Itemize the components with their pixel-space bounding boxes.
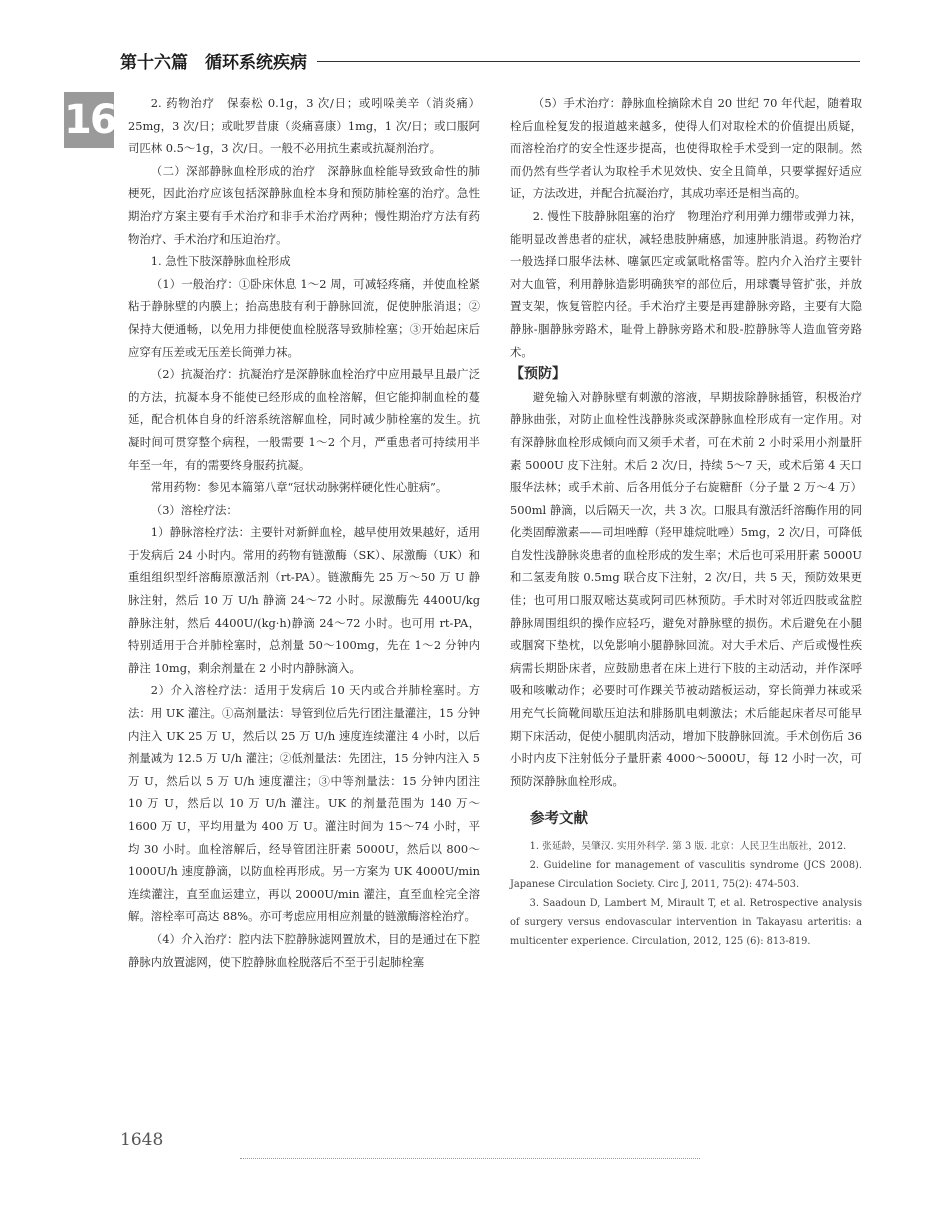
- paragraph: （二）深部静脉血栓形成的治疗 深静脉血栓能导致致命性的肺梗死，因此治疗应该包括深静脉血栓本身和预防肺栓塞的治疗。急性期治疗方案主要有手术治疗和非手术治疗两种；慢性期治疗方法有药物治疗、手术治疗和压迫治疗。: [128, 163, 480, 246]
- left-column: [128, 92, 480, 973]
- paragraph: 1）静脉溶栓疗法：主要针对新鲜血栓，越早使用效果越好，适用于发病后 24 小时内。常用的药物有链激酶（SK）、尿激酶（UK）和重组组织型纤溶酶原激活剂（rt-PA）。链激酶先 25 万～50 万 U 静脉注射，然后 10 万 U/h 静滴 24～72 小时。尿激酶先 4400U/kg 静脉注射，然后 4400U/(kg·h)静滴 24～72 小时。也可用 rt-PA，特别适用于合并肺栓塞时，总剂量 50～100mg，先在 1～2 分钟内静注 10mg，剩余剂量在 2 小时内静脉滴入。: [128, 525, 480, 675]
- paragraph: （4）介入治疗：腔内法下腔静脉滤网置放术，目的是通过在下腔静脉内放置滤网，使下腔静脉血栓脱落后不至于引起肺栓塞: [128, 931, 480, 969]
- right-column: [510, 92, 862, 951]
- paragraph: 2. 药物治疗 保泰松 0.1g，3 次/日；或吲哚美辛（消炎痛）25mg，3 次/日；或吡罗昔康（炎痛喜康）1mg，1 次/日；或口服阿司匹林 0.5～1g，3 次/日。一般不必用抗生素或抗凝剂治疗。: [128, 96, 480, 156]
- paragraph: （2）抗凝治疗：抗凝治疗是深静脉血栓治疗中应用最早且最广泛的方法，抗凝本身不能使已经形成的血栓溶解，但它能抑制血栓的蔓延，配合机体自身的纤溶系统溶解血栓，同时减少肺栓塞的发生。抗凝时间可贯穿整个病程，一般需要 1～2 个月，严重患者可持续用半年至一年，有的需要终身服药抗凝。: [128, 367, 480, 472]
- chapter-badge: 16: [64, 92, 114, 148]
- paragraph: （1）一般治疗：①卧床休息 1～2 周，可减轻疼痛，并使血栓紧粘于静脉壁的内膜上；抬高患肢有利于静脉回流，促使肿胀消退；②保持大便通畅，以免用力排便使血栓脱落导致肺栓塞；③开始起床后应穿有压差或无压差长筒弹力袜。: [128, 276, 480, 359]
- reference-item: 2. Guideline for management of vasculitis syndrome (JCS 2008). Japanese Circulation Society. Circ J, 2011, 75(2): 474-503.: [510, 860, 862, 890]
- running-header: [120, 48, 860, 73]
- section-title: 第十六篇 循环系统疾病: [120, 53, 307, 73]
- paragraph: 2）介入溶栓疗法：适用于发病后 10 天内或合并肺栓塞时。方法：用 UK 灌注。①高剂量法：导管到位后先行团注量灌注，15 分钟内注入 UK 25 万 U，然后以 25 万 U/h 速度连续灌注 4 小时，以后剂量减为 12.5 万 U/h 灌注；②低剂量法：先团注，15 分钟内注入 5 万 U，然后以 5 万 U/h 速度灌注；③中等剂量法：15 分钟内团注 10 万 U，然后以 10 万 U/h 灌注。UK 的剂量范围为 140 万～1600 万 U，平均用量为 400 万 U。灌注时间为 15～74 小时，平均 30 小时。血栓溶解后，经导管团注肝素 5000U，然后以 800～1000U/h 速度静滴，以防血栓再形成。另一方案为 UK 4000U/min 连续灌注，直至血运建立，再以 2000U/min 灌注，直至血栓完全溶解。溶栓率可高达 88%。亦可考虑应用相应剂量的链激酶溶栓治疗。: [128, 683, 480, 924]
- page-number: 1648: [120, 1130, 164, 1150]
- paragraph: 2. 慢性下肢静脉阻塞的治疗 物理治疗利用弹力绷带或弹力袜，能明显改善患者的症状，减轻患肢肿痛感，加速肿胀消退。药物治疗一般选择口服华法林、噻氯匹定或氯吡格雷等。腔内介入治疗主要针对大血管，利用静脉造影明确狭窄的部位后，用球囊导管扩张，并放置支架，恢复管腔内径。手术治疗主要是再建静脉旁路，主要有大隐静脉-腘静脉旁路术，耻骨上静脉旁路术和股-腔静脉等人造血管旁路术。: [510, 208, 862, 359]
- prevention-heading: 【预防】: [510, 366, 566, 383]
- subheading: 1. 急性下肢深静脉血栓形成: [150, 254, 291, 269]
- references-heading: 参考文献: [530, 811, 588, 828]
- reference-item: 1. 张延龄，吴肇汉. 实用外科学. 第 3 版. 北京：人民卫生出版社，2012.: [529, 841, 847, 852]
- paragraph: 常用药物：参见本篇第八章“冠状动脉粥样硬化性心脏病”。: [150, 480, 448, 495]
- paragraph: （5）手术治疗：静脉血栓摘除术自 20 世纪 70 年代起，随着取栓后血栓复发的报道越来越多，使得人们对取栓术的价值提出质疑，而溶栓治疗的安全性逐步提高，也使得取栓手术受到一定的限制。然而仍然有些学者认为取栓手术见效快、安全且简单，只要掌握好适应证，方法改进，并配合抗凝治疗，其成功率还是相当高的。: [510, 96, 862, 201]
- footer-rule: [240, 1158, 700, 1159]
- paragraph: 避免输入对静脉壁有刺激的溶液，早期拔除静脉插管，积极治疗静脉曲张，对防止血栓性浅静脉炎或深静脉血栓形成有一定作用。对有深静脉血栓形成倾向而又须手术者，可在术前 2 小时采用小剂量肝素 5000U 皮下注射。术后 2 次/日，持续 5～7 天，或术后第 4 天口服华法林；或手术前、后各用低分子右旋糖酐（分子量 2 万～4 万）500ml 静滴，以后隔天一次，共 3 次。口服具有激活纤溶酶作用的同化类固醇激素——司坦唑醇（羟甲雄烷吡唑）5mg，2 次/日，可降低自发性浅静脉炎患者的血栓形成的发生率；术后也可采用肝素 5000U 和二氢麦角胺 0.5mg 联合皮下注射，2 次/日，共 5 天，预防效果更佳；也可用口服双嘧达莫或阿司匹林预防。手术时对邻近四肢或盆腔静脉周围组织的操作应轻巧，避免对静脉壁的损伤。术后避免在小腿或腘窝下垫枕，以免影响小腿静脉回流。对大手术后、产后或慢性疾病需长期卧床者，应鼓励患者在床上进行下肢的主动活动，并作深呼吸和咳嗽动作；必要时可作踝关节被动踏板运动，穿长筒弹力袜或采用充气长筒靴间歇压迫法和腓肠肌电刺激法；术后能起床者尽可能早期下床活动，促使小腿肌肉活动，增加下肢静脉回流。手术创伤后 36 小时内皮下注射低分子量肝素 4000～5000U，每 12 小时一次，可预防深静脉血栓形成。: [510, 389, 862, 788]
- paragraph: （3）溶栓疗法：: [150, 502, 238, 517]
- header-rule: [317, 61, 860, 62]
- reference-item: 3. Saadoun D, Lambert M, Mirault T, et al. Retrospective analysis of surgery versus endovascular intervention in Takayasu arteritis: a multicenter experience. Circulation, 2012, 125 (6): 813-819.: [510, 898, 862, 947]
